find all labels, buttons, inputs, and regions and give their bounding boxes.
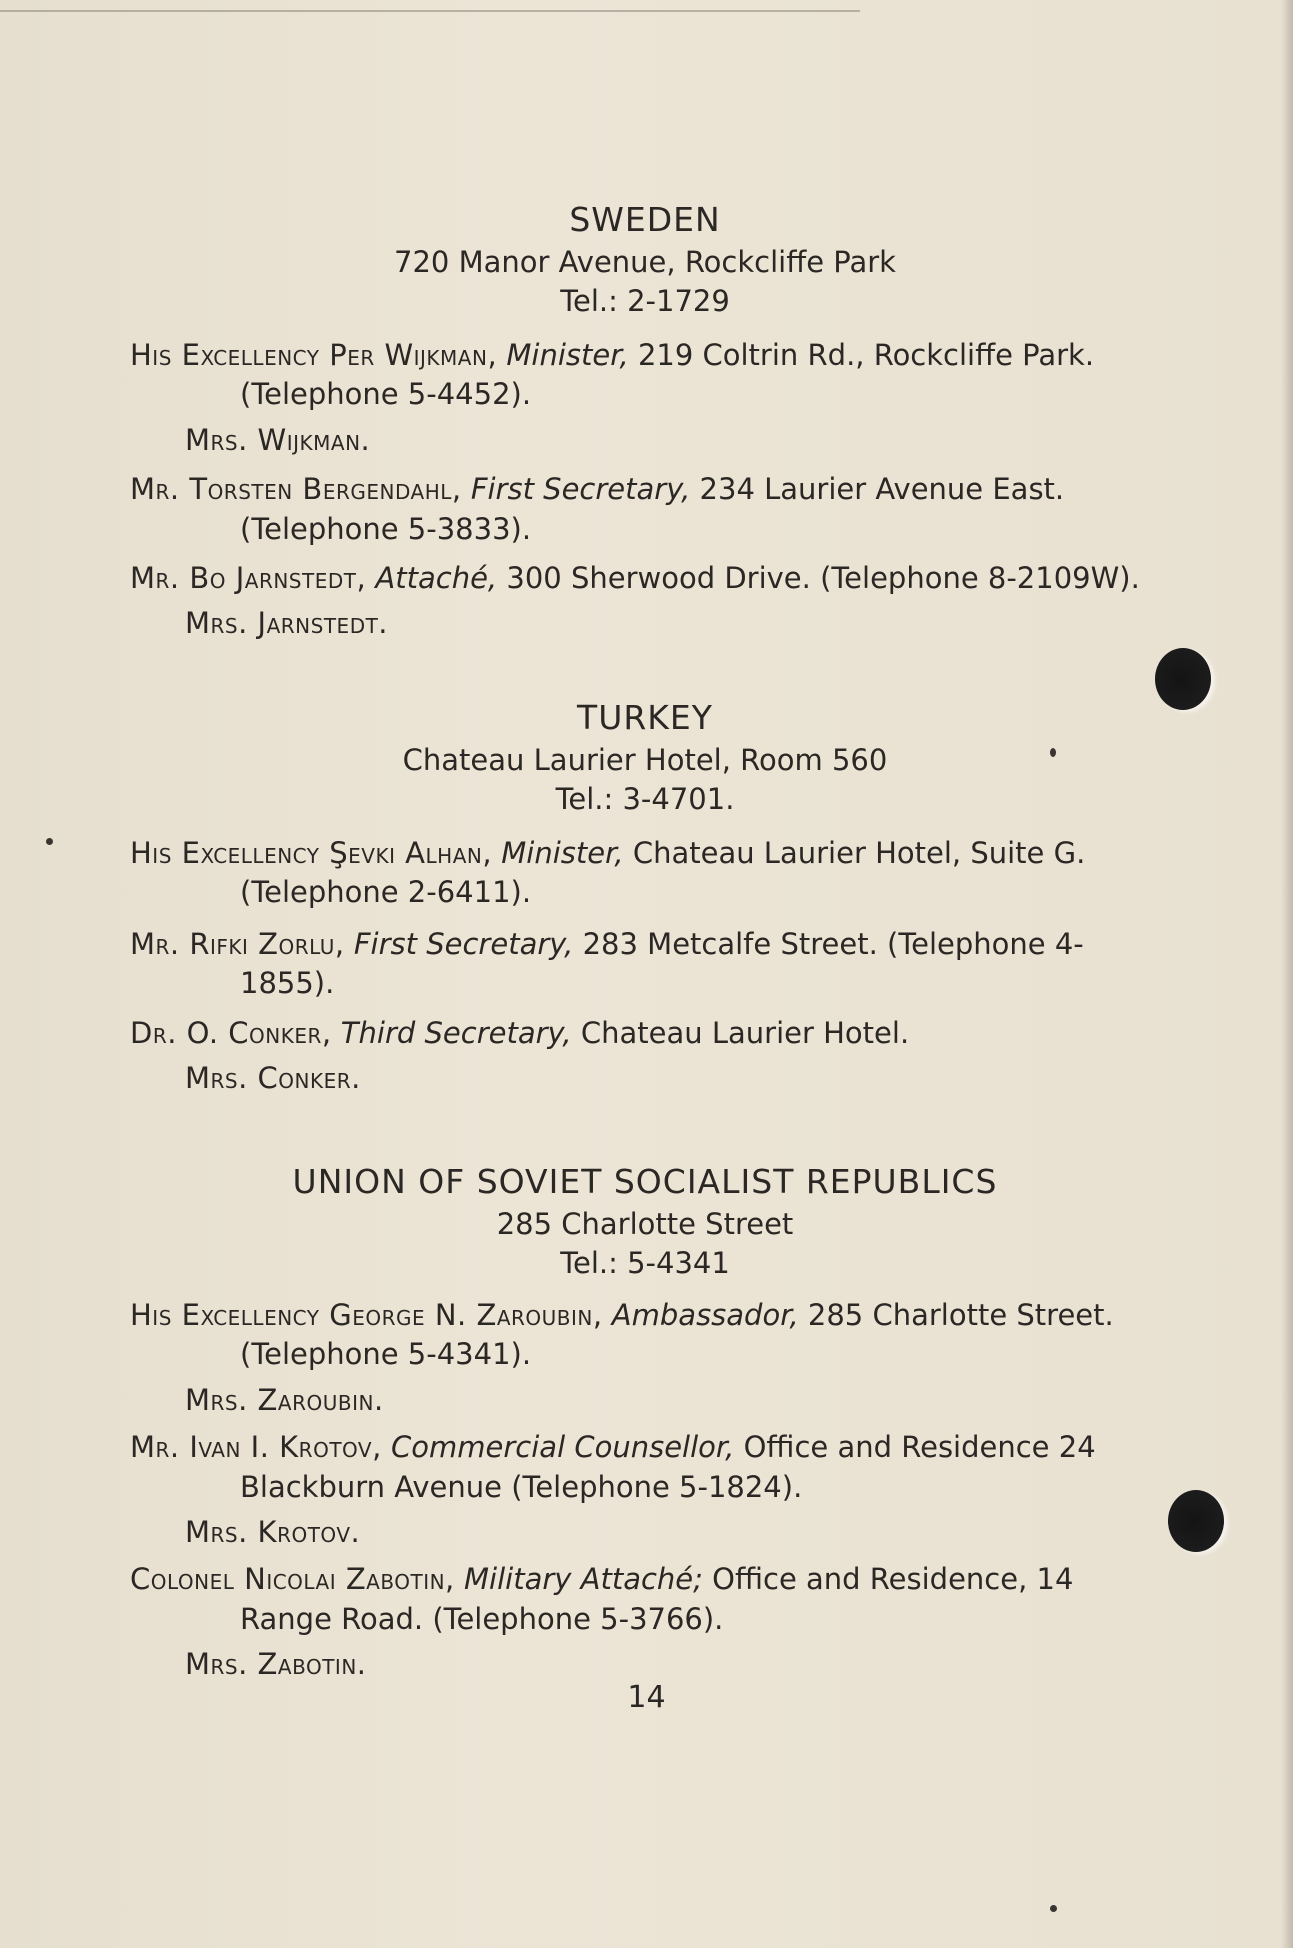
staff-name: Dr. O. Conker,	[130, 1015, 332, 1050]
embassy-address: Chateau Laurier Hotel, Room 560	[402, 742, 888, 777]
ink-speck	[46, 838, 53, 845]
spouse-entry: Mrs. Jarnstedt.	[185, 606, 389, 641]
staff-entry	[130, 1428, 1160, 1507]
staff-title: Minister,	[506, 337, 629, 372]
spouse-entry: Mrs. Conker.	[185, 1060, 361, 1095]
embassy-address: 285 Charlotte Street	[496, 1206, 794, 1241]
staff-details: 300 Sherwood Drive. (Telephone 8-2109W).	[506, 560, 1140, 595]
staff-details: Office and Residence, 14 Range Road. (Telephone 5-3766).	[240, 1562, 1074, 1636]
staff-entry	[130, 336, 1160, 415]
staff-details: Chateau Laurier Hotel, Suite G. (Telephone 2-6411).	[240, 835, 1086, 910]
staff-name: Mr. Rifki Zorlu,	[130, 926, 345, 961]
staff-name: Mr. Torsten Bergendahl,	[130, 472, 462, 507]
spouse-entry: Mrs. Wijkman.	[185, 422, 371, 457]
page-number: 14	[627, 1680, 666, 1715]
staff-name: His Excellency Per Wijkman,	[130, 337, 498, 372]
embassy-telephone: Tel.: 3-4701.	[555, 782, 735, 817]
staff-details: 234 Laurier Avenue East. (Telephone 5-3833).	[240, 472, 1065, 546]
ink-speck	[1050, 1905, 1057, 1912]
spouse-entry: Mrs. Krotov.	[185, 1514, 361, 1549]
staff-entry	[130, 1560, 1160, 1639]
page-right-edge	[1281, 0, 1293, 1948]
staff-title: Third Secretary,	[340, 1015, 572, 1050]
staff-details: 283 Metcalfe Street. (Telephone 4-1855).	[240, 926, 1084, 1001]
staff-title: Ambassador,	[611, 1297, 799, 1332]
staff-entry	[130, 925, 1160, 1004]
punch-hole	[1155, 648, 1211, 710]
page-top-edge	[0, 0, 860, 12]
staff-title: Military Attaché;	[464, 1562, 703, 1597]
spouse-entry: Mrs. Zabotin.	[185, 1647, 367, 1682]
punch-hole	[1168, 1490, 1224, 1552]
section-turkey	[130, 696, 1160, 1098]
staff-name: Colonel Nicolai Zabotin,	[130, 1562, 455, 1597]
staff-title: Attaché,	[375, 560, 498, 595]
section-ussr	[130, 1160, 1160, 1685]
section-sweden	[130, 198, 1160, 644]
staff-entry	[130, 470, 1160, 549]
embassy-telephone: Tel.: 2-1729	[560, 284, 730, 319]
country-heading: TURKEY	[577, 698, 713, 737]
staff-name: His Excellency Şevki Alhan,	[130, 835, 493, 870]
staff-details: 285 Charlotte Street. (Telephone 5-4341).	[240, 1297, 1114, 1372]
staff-title: Minister,	[501, 835, 624, 870]
staff-name: His Excellency George N. Zaroubin,	[130, 1297, 603, 1332]
staff-name: Mr. Bo Jarnstedt,	[130, 560, 367, 595]
staff-title: First Secretary,	[470, 472, 691, 507]
staff-name: Mr. Ivan I. Krotov,	[130, 1430, 382, 1465]
staff-entry	[130, 834, 1160, 913]
staff-entry	[130, 559, 1160, 598]
staff-details: 219 Coltrin Rd., Rockcliffe Park. (Telephone 5-4452).	[240, 337, 1095, 412]
staff-entry	[130, 1014, 1160, 1053]
staff-title: First Secretary,	[353, 926, 574, 961]
staff-title: Commercial Counsellor,	[391, 1430, 735, 1465]
staff-entry	[130, 1296, 1160, 1375]
staff-details: Office and Residence 24 Blackburn Avenue (Telephone 5-1824).	[240, 1430, 1096, 1504]
country-heading: UNION OF SOVIET SOCIALIST REPUBLICS	[292, 1162, 998, 1201]
spouse-entry: Mrs. Zaroubin.	[185, 1382, 384, 1417]
embassy-address: 720 Manor Avenue, Rockcliffe Park	[394, 244, 896, 279]
embassy-telephone: Tel.: 5-4341	[560, 1246, 730, 1281]
country-heading: SWEDEN	[569, 200, 721, 239]
staff-details: Chateau Laurier Hotel.	[580, 1015, 910, 1050]
